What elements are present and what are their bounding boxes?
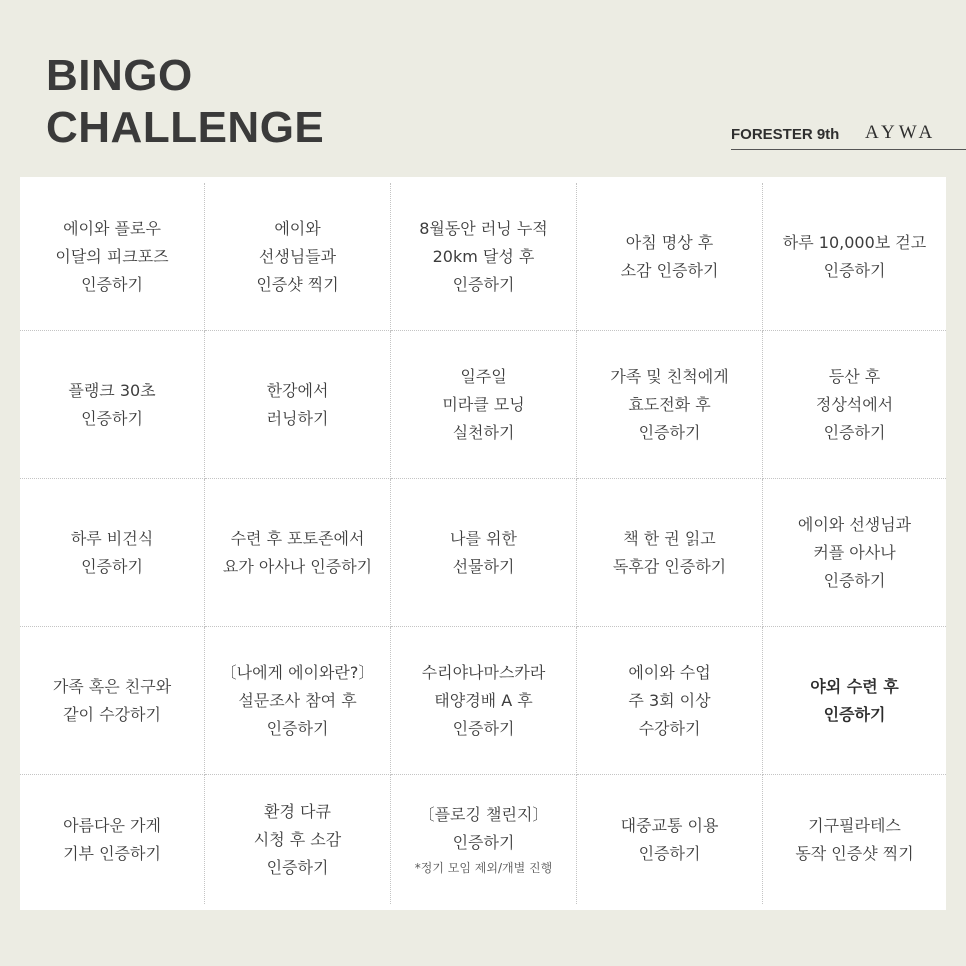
bingo-cell (391, 627, 577, 775)
bingo-cell-line: 20km 달성 후 (432, 246, 535, 266)
bingo-cell-line: 에이와 수업 (628, 662, 711, 682)
bingo-cell (577, 479, 763, 627)
bingo-cell-line: 효도전화 후 (628, 394, 711, 414)
bingo-cell-line: 기구필라테스 (808, 815, 901, 835)
bingo-cell-line: 등산 후 (828, 366, 881, 386)
bingo-cell-line: 정상석에서 (815, 394, 894, 414)
bingo-cell-line: 인증하기 (266, 718, 329, 738)
bingo-cell (763, 627, 946, 775)
page-title (46, 50, 324, 154)
title-line-challenge: CHALLENGE (46, 103, 325, 152)
bingo-cell-line: 8월동안 러닝 누적 (419, 218, 548, 238)
bingo-cell (763, 183, 946, 331)
bingo-cell-line: 인증하기 (452, 274, 515, 294)
bingo-cell (763, 331, 946, 479)
bingo-cell-line: 인증하기 (823, 260, 886, 280)
bingo-cell-line: 인증하기 (638, 843, 701, 863)
bingo-cell-line: 기부 인증하기 (63, 843, 161, 863)
bingo-cell (20, 331, 205, 479)
bingo-cell-line: 에이와 선생님과 (797, 514, 912, 534)
bingo-cell-line: 가족 및 친척에게 (610, 366, 729, 386)
bingo-cell-line: 야외 수련 후 (810, 676, 899, 696)
bingo-cell-line: 책 한 권 읽고 (623, 528, 716, 548)
bingo-cell (391, 479, 577, 627)
bingo-cell-line: 인증하기 (823, 704, 886, 724)
bingo-cell-line: 시청 후 소감 (253, 829, 342, 849)
bingo-cell-line: 에이와 (274, 218, 321, 238)
bingo-cell (391, 183, 577, 331)
bingo-cell-line: 수강하기 (638, 718, 701, 738)
bingo-cell (205, 479, 391, 627)
bingo-cell (20, 627, 205, 775)
bingo-cell-line: 커플 아사나 (813, 542, 896, 562)
bingo-cell-line: 대중교통 이용 (620, 815, 719, 835)
bingo-cell (763, 775, 946, 904)
bingo-cell (763, 479, 946, 627)
bingo-cell-line: 인증하기 (823, 422, 886, 442)
bingo-cell (205, 183, 391, 331)
bingo-cell-line: 가족 혹은 친구와 (52, 676, 172, 696)
bingo-cell-line: 선물하기 (452, 556, 515, 576)
bingo-cell-line: 설문조사 참여 후 (238, 690, 357, 710)
bingo-cell-line: 〔플로깅 챌린지〕 (418, 804, 549, 824)
bingo-cell-line: 인증하기 (81, 556, 143, 576)
brand-signature (731, 120, 966, 150)
bingo-board (20, 177, 946, 910)
bingo-cell-line: 선생님들과 (258, 246, 337, 266)
aywa-logo: AYWA (865, 122, 937, 143)
bingo-cell-line: 일주일 (460, 366, 507, 386)
bingo-cell (391, 331, 577, 479)
bingo-cell-line: 독후감 인증하기 (612, 556, 727, 576)
bingo-cell-line: 수리야나마스카라 (421, 662, 546, 682)
bingo-cell (20, 479, 205, 627)
bingo-cell (577, 627, 763, 775)
bingo-cell-line: 인증하기 (823, 570, 886, 590)
bingo-cell-line: 하루 10,000보 걷고 (782, 232, 927, 252)
bingo-cell-line: 동작 인증샷 찍기 (795, 843, 914, 863)
bingo-cell-line: 소감 인증하기 (620, 260, 719, 280)
bingo-cell-line: 아침 명상 후 (625, 232, 714, 252)
bingo-cell-line: 인증하기 (452, 832, 515, 852)
bingo-cell-line: 주 3회 이상 (628, 690, 711, 710)
bingo-cell-line: 플랭크 30초 (68, 380, 156, 400)
bingo-cell (205, 775, 391, 904)
bingo-cell-line: 아름다운 가게 (63, 815, 161, 835)
bingo-cell (577, 775, 763, 904)
bingo-cell-line: 러닝하기 (266, 408, 329, 428)
bingo-cell (577, 183, 763, 331)
bingo-cell-line: 실천하기 (452, 422, 515, 442)
bingo-cell (205, 627, 391, 775)
bingo-cell-note: *정기 모임 제외/개별 진행 (414, 860, 553, 875)
bingo-cell-line: 미라클 모닝 (442, 394, 525, 414)
bingo-cell-line: 한강에서 (266, 380, 329, 400)
bingo-cell-line: 인증하기 (266, 857, 329, 877)
bingo-cell-line: 인증하기 (638, 422, 701, 442)
bingo-cell-line: 인증하기 (81, 274, 143, 294)
bingo-cell-line: 에이와 플로우 (63, 218, 161, 238)
bingo-cell (391, 775, 577, 904)
brand-name: FORESTER 9th (731, 126, 840, 143)
bingo-cell (20, 183, 205, 331)
bingo-cell-line: 인증샷 찍기 (256, 274, 339, 294)
bingo-cell-line: 이달의 피크포즈 (55, 246, 169, 266)
bingo-cell (577, 331, 763, 479)
bingo-grid (20, 183, 946, 904)
bingo-cell-line: 환경 다큐 (264, 801, 331, 821)
bingo-cell-line: 인증하기 (452, 718, 515, 738)
bingo-cell (205, 331, 391, 479)
bingo-cell (20, 775, 205, 904)
bingo-cell-line: 태양경배 A 후 (434, 690, 533, 710)
title-line-bingo: BINGO (46, 51, 193, 100)
bingo-cell-line: 하루 비건식 (70, 528, 154, 548)
bingo-cell-line: 수련 후 포토존에서 (230, 528, 365, 548)
bingo-cell-line: 같이 수강하기 (63, 704, 161, 724)
bingo-cell-line: 요가 아사나 인증하기 (222, 556, 373, 576)
bingo-cell-line: 나를 위한 (450, 528, 517, 548)
bingo-cell-line: 인증하기 (81, 408, 143, 428)
bingo-cell-line: 〔나에게 에이와란?〕 (220, 662, 375, 682)
